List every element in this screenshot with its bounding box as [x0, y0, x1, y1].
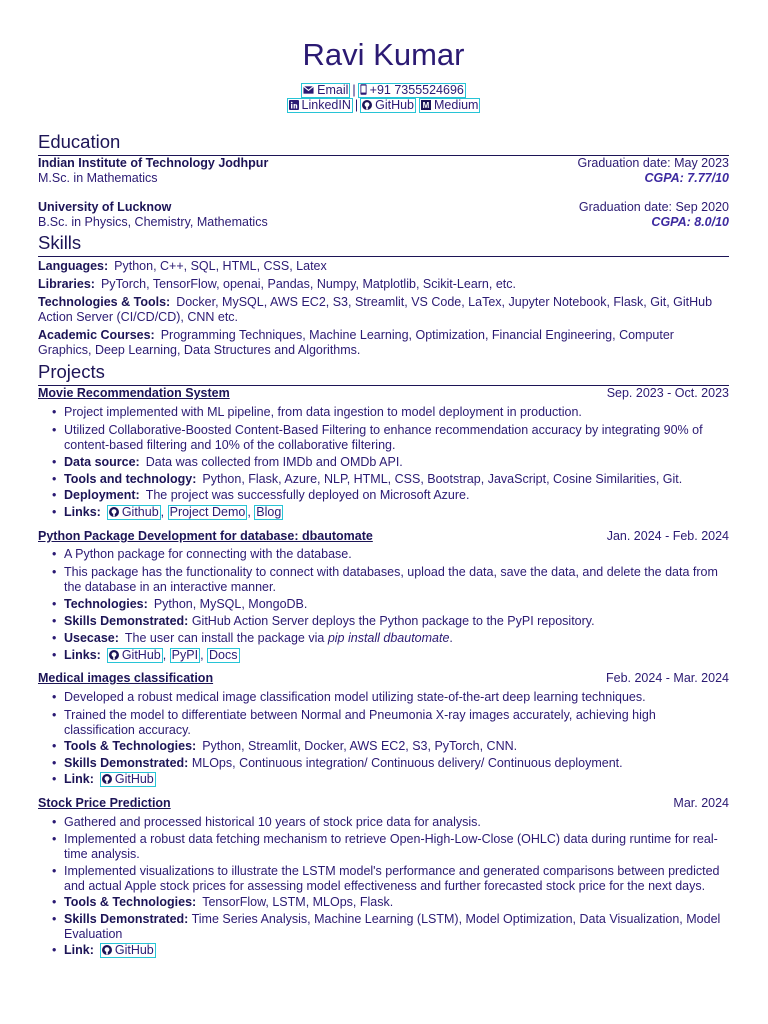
- github-icon: [109, 507, 119, 517]
- bullet-text: Time Series Analysis, Machine Learning (LSTM), Model Optimization, Data Visualization, Model Evaluation: [64, 912, 721, 941]
- svg-text:M: M: [422, 101, 430, 110]
- skill-languages: [38, 259, 729, 274]
- bullet-item: [52, 864, 729, 893]
- bullet-label: Data source:: [64, 455, 140, 469]
- projects-heading: Projects: [38, 361, 105, 382]
- skill-courses: [38, 328, 729, 357]
- cgpa: CGPA: 7.77/10: [644, 171, 729, 185]
- github-link[interactable]: [107, 648, 163, 663]
- bullet-label: Tools & Technologies:: [64, 739, 197, 753]
- pip-command: pip install dbautomate: [327, 631, 450, 645]
- linkedin-label: LinkedIN: [301, 98, 351, 112]
- medium-link[interactable]: [419, 98, 480, 113]
- bullet-item: [52, 472, 729, 487]
- bullet-text: Gathered and processed historical 10 years of stock price data for analysis.: [64, 815, 481, 829]
- bullet-item: [52, 547, 729, 562]
- bullet-links: • Links: Github , Project Demo , Blog: [52, 505, 729, 520]
- project-date: Feb. 2024 - Mar. 2024: [606, 671, 729, 685]
- bullet-text: .: [449, 631, 453, 645]
- bullet-item: [52, 423, 729, 452]
- bullet-label: Skills Demonstrated:: [64, 614, 189, 628]
- bullet-item: [52, 565, 729, 594]
- mail-icon: [303, 85, 314, 95]
- graduation-date: Graduation date: May 2023: [577, 156, 729, 170]
- bullet-label: Skills Demonstrated:: [64, 756, 189, 770]
- school-name: Indian Institute of Technology Jodhpur: [38, 156, 269, 170]
- degree: M.Sc. in Mathematics: [38, 171, 158, 185]
- bullet-item: [52, 488, 729, 503]
- bullet-text: GitHub Action Server deploys the Python package to the PyPI repository.: [191, 614, 595, 628]
- bullet-item: [52, 895, 729, 910]
- blog-link[interactable]: [254, 505, 283, 520]
- bullet-item: [52, 455, 729, 470]
- link-label: GitHub: [114, 772, 154, 786]
- bullet-item: [52, 690, 729, 705]
- bullet-text: Implemented a robust data fetching mechanism to retrieve Open-High-Low-Close (OHLC) data during runtime for real-time analysis.: [64, 832, 718, 861]
- skill-text: PyTorch, TensorFlow, openai, Pandas, Numpy, Matplotlib, Scikit-Learn, etc.: [100, 277, 516, 291]
- github-icon: [109, 650, 119, 660]
- bullet-label: Tools and technology:: [64, 472, 197, 486]
- github-link[interactable]: [100, 943, 156, 958]
- link-label: GitHub: [114, 943, 154, 957]
- bullet-label: Links:: [64, 648, 101, 662]
- phone-label: +91 7355524696: [369, 83, 464, 97]
- project-title: Python Package Development for database: dbautomate: [38, 529, 373, 543]
- skill-libraries: [38, 277, 729, 292]
- project-date: Jan. 2024 - Feb. 2024: [606, 529, 729, 543]
- bullet-item: [52, 631, 729, 646]
- bullet-text: Utilized Collaborative-Boosted Content-Based Filtering to enhance recommendation accuracy by integrating 90% of content-based filtering and 10% of the collaborative filtering.: [64, 423, 703, 452]
- cgpa: CGPA: 8.0/10: [651, 215, 729, 229]
- bullet-text: The project was successfully deployed on Microsoft Azure.: [145, 488, 470, 502]
- bullet-links: [52, 943, 729, 958]
- docs-link[interactable]: [207, 648, 239, 663]
- linkedin-icon: [289, 100, 299, 110]
- skills-heading: Skills: [38, 232, 82, 253]
- bullet-label: Links:: [64, 505, 101, 519]
- link-label: Blog: [256, 505, 282, 519]
- phone-link[interactable]: [358, 83, 466, 98]
- bullet-text: Developed a robust medical image classification model utilizing state-of-the-art deep learning techniques.: [64, 690, 646, 704]
- github-icon: [102, 774, 112, 784]
- bullet-links: • Links: GitHub , PyPI , Docs: [52, 648, 729, 663]
- github-link[interactable]: [100, 772, 156, 787]
- github-link[interactable]: [107, 505, 161, 520]
- bullet-text: This package has the functionality to connect with databases, upload the data, save the data, and delete the data from the database in an interactive manner.: [64, 565, 718, 594]
- bullet-item: [52, 597, 729, 612]
- education-heading: Education: [38, 131, 121, 152]
- email-label: Email: [317, 83, 349, 97]
- linkedin-link[interactable]: [287, 98, 353, 113]
- graduation-date: Graduation date: Sep 2020: [578, 200, 729, 214]
- medium-icon: [421, 100, 431, 110]
- school-name: University of Lucknow: [38, 200, 172, 214]
- bullet-links: [52, 772, 729, 787]
- project-date: Sep. 2023 - Oct. 2023: [606, 386, 729, 400]
- bullet-item: [52, 912, 729, 941]
- bullet-text: A Python package for connecting with the database.: [64, 547, 352, 561]
- skill-text: Docker, MySQL, AWS EC2, S3, Streamlit, VS Code, LaTex, Jupyter Notebook, Flask, Git, GitHub Action Server (CI/CD/CD), CNN etc.: [38, 295, 713, 324]
- project-title: Stock Price Prediction: [38, 796, 171, 810]
- link-label: PyPI: [171, 648, 199, 662]
- bullet-label: Usecase:: [64, 631, 119, 645]
- bullet-label: Tools & Technologies:: [64, 895, 197, 909]
- project-title: Medical images classification: [38, 671, 214, 685]
- resume-name: Ravi Kumar: [302, 37, 465, 72]
- degree: B.Sc. in Physics, Chemistry, Mathematics: [38, 215, 268, 229]
- bullet-text: The user can install the package via: [124, 631, 328, 645]
- skills-rule: [38, 256, 729, 257]
- skill-text: Programming Techniques, Machine Learning, Optimization, Financial Engineering, Computer Graphics, Deep Learning, Data Structures and Algorithms.: [38, 328, 674, 357]
- bullet-text: MLOps, Continuous integration/ Continuous delivery/ Continuous deployment.: [191, 756, 623, 770]
- bullet-label: Link:: [64, 943, 94, 957]
- bullet-item: [52, 756, 729, 771]
- bullet-item: [52, 614, 729, 629]
- skill-tools: [38, 295, 729, 324]
- bullet-text: Trained the model to differentiate between Normal and Pneumonia X-ray images accurately, achieving high classification accuracy.: [64, 708, 656, 737]
- github-label: GitHub: [375, 98, 415, 112]
- bullet-text: Python, Flask, Azure, NLP, HTML, CSS, Bootstrap, JavaScript, Cosine Similarities, Git.: [202, 472, 683, 486]
- bullet-item: [52, 832, 729, 861]
- skill-label: Libraries:: [38, 277, 95, 291]
- phone-icon: [360, 84, 367, 95]
- bullet-label: Link:: [64, 772, 94, 786]
- bullet-label: Skills Demonstrated:: [64, 912, 189, 926]
- project-title: Movie Recommendation System: [38, 386, 230, 400]
- link-label: Docs: [209, 648, 238, 662]
- skill-label: Academic Courses:: [38, 328, 155, 342]
- github-icon: [102, 945, 112, 955]
- github-icon: [362, 100, 372, 110]
- link-label: Project Demo: [169, 505, 246, 519]
- divider: |: [352, 83, 356, 97]
- bullet-text: Python, MySQL, MongoDB.: [153, 597, 308, 611]
- github-link[interactable]: [360, 98, 416, 113]
- bullet-item: [52, 739, 729, 754]
- contact-line-2: [38, 98, 729, 113]
- skill-label: Languages:: [38, 259, 109, 273]
- bullet-label: Technologies:: [64, 597, 148, 611]
- bullet-text: Implemented visualizations to illustrate the LSTM model's performance and generated comparisons between predicted and actual Apple stock prices for assessing model effectiveness and further forecasted stock price for the next days.: [64, 864, 720, 893]
- email-link[interactable]: [301, 83, 350, 98]
- bullet-text: Project implemented with ML pipeline, from data ingestion to model deployment in production.: [64, 405, 582, 419]
- bullet-text: Python, Streamlit, Docker, AWS EC2, S3, PyTorch, CNN.: [202, 739, 518, 753]
- contact-line-1: [38, 83, 729, 98]
- pypi-link[interactable]: [170, 648, 200, 663]
- medium-label: Medium: [434, 98, 479, 112]
- project-demo-link[interactable]: [168, 505, 248, 520]
- link-label: Github: [121, 505, 159, 519]
- skill-label: Technologies & Tools:: [38, 295, 171, 309]
- link-label: GitHub: [121, 648, 161, 662]
- divider: |: [354, 98, 359, 112]
- bullet-item: [52, 405, 729, 420]
- skill-text: Python, C++, SQL, HTML, CSS, Latex: [114, 259, 327, 273]
- project-date: Mar. 2024: [673, 796, 729, 810]
- bullet-item: [52, 708, 729, 737]
- bullet-text: TensorFlow, LSTM, MLOps, Flask.: [202, 895, 394, 909]
- bullet-item: [52, 815, 729, 830]
- bullet-label: Deployment:: [64, 488, 140, 502]
- bullet-text: Data was collected from IMDb and OMDb API.: [145, 455, 403, 469]
